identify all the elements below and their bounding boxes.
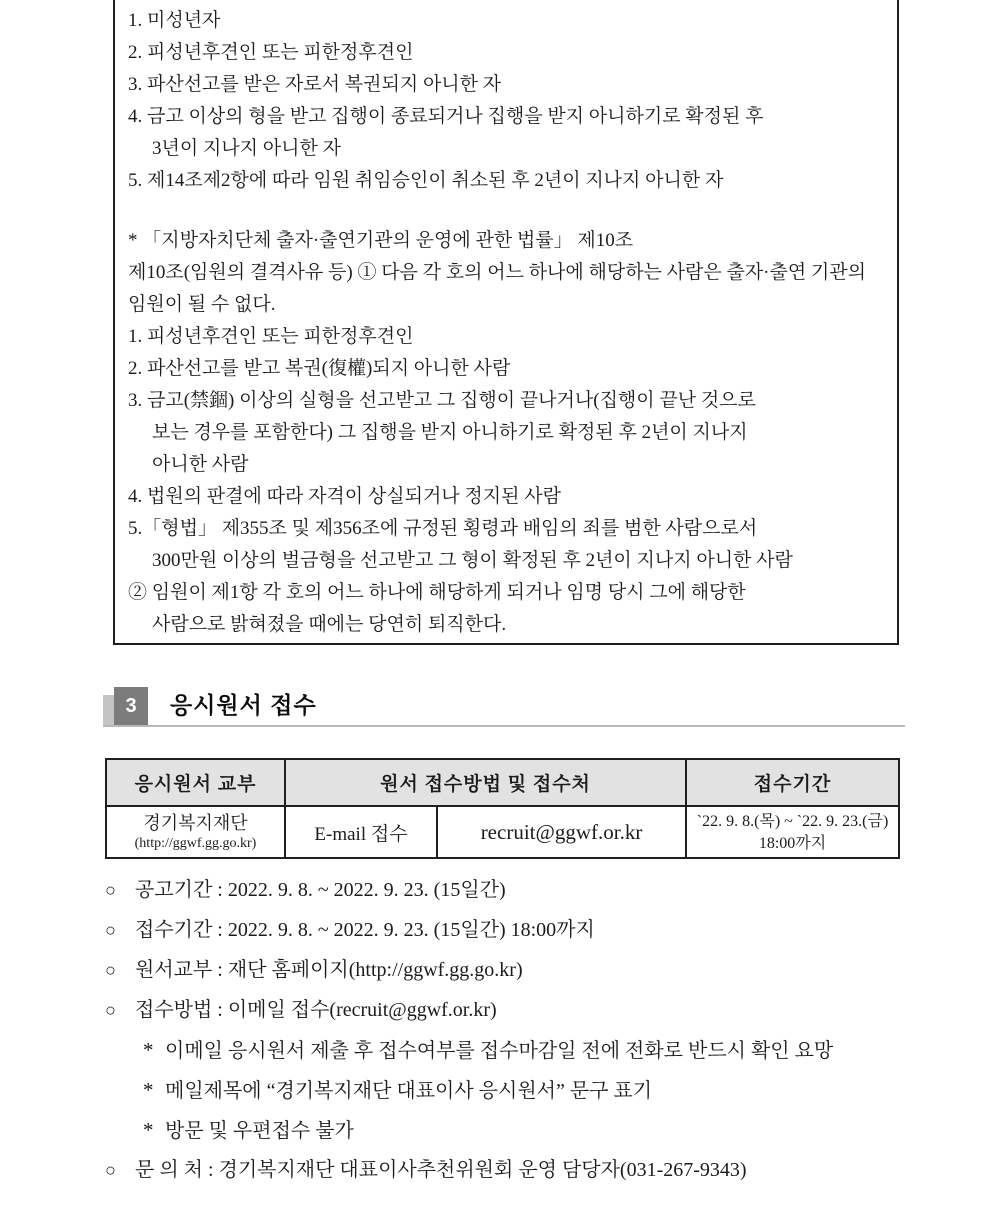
subnote-email-subject bbox=[105, 1070, 935, 1110]
legal-line: 제10조(임원의 결격사유 등) ① 다음 각 호의 어느 하나에 해당하는 사람은 출자·출연 기관의 bbox=[128, 262, 867, 283]
bullet-text: 접수기간 : 2022. 9. 8. ~ 2022. 9. 23. (15일간) 18:00까지 bbox=[135, 919, 595, 941]
legal-line: 아니한 사람 bbox=[152, 454, 249, 475]
legal-line: 2. 피성년후견인 또는 피한정후견인 bbox=[128, 42, 414, 63]
bullet-form-distribution bbox=[105, 950, 935, 990]
legal-line: 1. 미성년자 bbox=[128, 10, 221, 31]
circle-bullet-icon: ○ bbox=[105, 960, 116, 980]
legal-line: 3. 파산선고를 받은 자로서 복권되지 아니한 자 bbox=[128, 74, 502, 95]
section-header bbox=[103, 687, 905, 727]
asterisk-icon: * bbox=[143, 1038, 154, 1062]
bullet-apply-method bbox=[105, 990, 935, 1030]
bullet-notice-period bbox=[105, 870, 935, 910]
section-number-badge: 3 bbox=[114, 687, 148, 725]
subnote-no-visit-mail bbox=[105, 1110, 935, 1150]
legal-line: 5.「형법」 제355조 및 제356조에 규정된 횡령과 배임의 죄를 범한 사람으로서 bbox=[128, 518, 758, 539]
table-header-row bbox=[106, 759, 899, 806]
bullet-text: 공고기간 : 2022. 9. 8. ~ 2022. 9. 23. (15일간) bbox=[135, 879, 506, 901]
table-row bbox=[106, 806, 899, 858]
legal-line: 4. 법원의 판결에 따라 자격이 상실되거나 정지된 사람 bbox=[128, 486, 561, 507]
circle-bullet-icon: ○ bbox=[105, 880, 116, 900]
legal-line: 3년이 지나지 아니한 자 bbox=[152, 138, 341, 159]
legal-disqualification-box bbox=[113, 0, 899, 645]
legal-line-blank bbox=[128, 197, 887, 225]
circle-bullet-icon: ○ bbox=[105, 1000, 116, 1020]
period-dates: `22. 9. 8.(목) ~ `22. 9. 23.(금) bbox=[696, 813, 889, 830]
section-number-badge-accent bbox=[103, 695, 114, 725]
circle-bullet-icon: ○ bbox=[105, 1160, 116, 1180]
table-header-method: 원서 접수방법 및 접수처 bbox=[285, 759, 686, 806]
bullet-text: 원서교부 : 재단 홈페이지(http://ggwf.gg.go.kr) bbox=[135, 959, 523, 981]
bullet-text: 메일제목에 “경기복지재단 대표이사 응시원서” 문구 표기 bbox=[165, 1080, 653, 1102]
bullet-text: 접수방법 : 이메일 접수(recruit@ggwf.or.kr) bbox=[135, 999, 497, 1021]
cell-email-address: recruit@ggwf.or.kr bbox=[437, 806, 686, 858]
application-table bbox=[105, 758, 900, 859]
circle-bullet-icon: ○ bbox=[105, 920, 116, 940]
legal-line: 5. 제14조제2항에 따라 임원 취임승인이 취소된 후 2년이 지나지 아니한 자 bbox=[128, 170, 724, 191]
bullet-contact bbox=[105, 1150, 935, 1190]
section-title: 응시원서 접수 bbox=[170, 692, 317, 718]
provider-name: 경기복지재단 bbox=[143, 813, 248, 833]
legal-line: 3. 금고(禁錮) 이상의 실형을 선고받고 그 집행이 끝나거나(집행이 끝난 것으로 bbox=[128, 390, 756, 411]
legal-line: 1. 피성년후견인 또는 피한정후견인 bbox=[128, 326, 414, 347]
period-deadline: 18:00까지 bbox=[758, 835, 827, 852]
info-bullet-list bbox=[105, 870, 935, 1190]
legal-line: ② 임원이 제1항 각 호의 어느 하나에 해당하게 되거나 임명 당시 그에 해당한 bbox=[128, 582, 746, 603]
asterisk-icon: * bbox=[143, 1078, 154, 1102]
legal-line: 2. 파산선고를 받고 복권(復權)되지 아니한 사람 bbox=[128, 358, 511, 379]
cell-period bbox=[686, 806, 899, 858]
cell-method: E-mail 접수 bbox=[285, 806, 437, 858]
asterisk-icon: * bbox=[143, 1118, 154, 1142]
table-header-period: 접수기간 bbox=[686, 759, 899, 806]
provider-url: (http://ggwf.gg.go.kr) bbox=[134, 836, 257, 851]
bullet-text: 이메일 응시원서 제출 후 접수여부를 접수마감일 전에 전화로 반드시 확인 요망 bbox=[165, 1040, 834, 1062]
cell-provider bbox=[106, 806, 285, 858]
legal-line: 보는 경우를 포함한다) 그 집행을 받지 아니하기로 확정된 후 2년이 지나지 bbox=[152, 422, 748, 443]
bullet-text: 방문 및 우편접수 불가 bbox=[165, 1120, 354, 1142]
bullet-apply-period bbox=[105, 910, 935, 950]
legal-line: * 「지방자치단체 출자·출연기관의 운영에 관한 법률」 제10조 bbox=[128, 230, 634, 251]
legal-line: 임원이 될 수 없다. bbox=[128, 294, 276, 315]
bullet-text: 문 의 처 : 경기복지재단 대표이사추천위원회 운영 담당자(031-267-9343) bbox=[135, 1159, 747, 1181]
legal-line: 4. 금고 이상의 형을 받고 집행이 종료되거나 집행을 받지 아니하기로 확정된 후 bbox=[128, 106, 764, 127]
subnote-email-confirm bbox=[105, 1030, 935, 1070]
legal-line: 사람으로 밝혀졌을 때에는 당연히 퇴직한다. bbox=[152, 614, 507, 635]
legal-line: 300만원 이상의 벌금형을 선고받고 그 형이 확정된 후 2년이 지나지 아니한 사람 bbox=[152, 550, 793, 571]
table-header-provider: 응시원서 교부 bbox=[106, 759, 285, 806]
